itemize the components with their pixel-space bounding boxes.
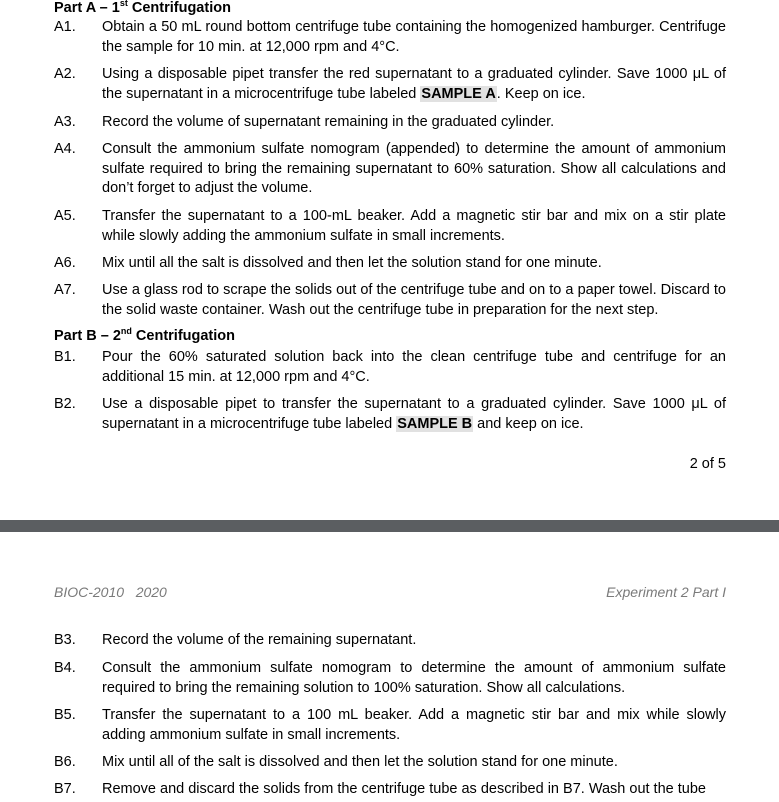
course-header: BIOC-2010 2020 [54, 584, 167, 600]
step-text: Record the volume of the remaining supernatant. [102, 632, 417, 648]
step-text: Using a disposable pipet transfer the red supernatant to a graduated cylinder. Save 1000 μL of the supernatant in a microcentrifuge tube labeled SAMPLE A. Keep on ice. [102, 66, 726, 102]
step-text: Consult the ammonium sulfate nomogram to determine the amount of ammonium sulfate required to bring the remaining solution to 100% saturation. Show all calculations. [102, 660, 726, 696]
step-a5 [54, 207, 726, 246]
step-number: A4. [54, 141, 76, 157]
step-text: Consult the ammonium sulfate nomogram (appended) to determine the amount of ammonium sulfate required to bring the remaining supernatant to 60% saturation. Show all calculations and don’t forget to adjust the volume. [102, 141, 726, 196]
step-number: B5. [54, 707, 76, 723]
step-text: Pour the 60% saturated solution back into the clean centrifuge tube and centrifuge for an additional 15 min. at 12,000 rpm and 4°C. [102, 349, 726, 385]
step-b3 [54, 631, 726, 651]
sample-a-label: SAMPLE A [421, 85, 496, 102]
step-text: Record the volume of supernatant remaining in the graduated cylinder. [102, 114, 555, 130]
step-b6 [54, 753, 726, 773]
step-text: Mix until all the salt is dissolved and then let the solution stand for one minute. [102, 255, 602, 271]
step-b1 [54, 348, 726, 387]
step-number: B1. [54, 349, 76, 365]
step-number: A2. [54, 66, 76, 82]
step-a2 [54, 65, 726, 104]
step-number: B7. [54, 781, 76, 797]
step-a1 [54, 18, 726, 57]
step-a3 [54, 113, 726, 133]
step-a6 [54, 254, 726, 274]
step-number: B3. [54, 632, 76, 648]
step-text: Use a disposable pipet to transfer the supernatant to a graduated cylinder. Save 1000 μL of supernatant in a microcentrifuge tube labeled SAMPLE B and keep on ice. [102, 396, 726, 432]
step-number: B2. [54, 396, 76, 412]
step-number: A6. [54, 255, 76, 271]
step-b2 [54, 395, 726, 434]
step-number: A5. [54, 208, 76, 224]
sample-b-label: SAMPLE B [397, 415, 473, 432]
experiment-header: Experiment 2 Part I [606, 584, 726, 600]
step-number: B4. [54, 660, 76, 676]
step-b4 [54, 659, 726, 698]
step-number: B6. [54, 754, 76, 770]
step-text: Obtain a 50 mL round bottom centrifuge tube containing the homogenized hamburger. Centrifuge the sample for 10 min. at 12,000 rpm and 4°C. [102, 19, 726, 55]
part-a-heading: Part A – 1st Centrifugation [54, 0, 231, 16]
page-separator [0, 520, 779, 532]
step-text: Use a glass rod to scrape the solids out of the centrifuge tube and on to a paper towel. Discard to the solid waste container. Wash out the centrifuge tube in preparation for the next step. [102, 282, 726, 318]
step-a7 [54, 281, 726, 320]
step-text: Remove and discard the solids from the centrifuge tube as described in B7. Wash out the tube [102, 781, 706, 797]
step-number: A1. [54, 19, 76, 35]
step-number: A7. [54, 282, 76, 298]
part-b-heading: Part B – 2nd Centrifugation [54, 326, 236, 344]
step-text: Transfer the supernatant to a 100 mL beaker. Add a magnetic stir bar and mix while slowly adding ammonium sulfate in small increments. [102, 707, 726, 743]
step-b7 [54, 780, 726, 800]
page-number: 2 of 5 [689, 456, 726, 472]
step-text: Transfer the supernatant to a 100-mL beaker. Add a magnetic stir bar and mix on a stir plate while slowly adding the ammonium sulfate in small increments. [102, 208, 726, 244]
step-b5 [54, 706, 726, 745]
step-a4 [54, 140, 726, 199]
step-number: A3. [54, 114, 76, 130]
step-text: Mix until all of the salt is dissolved and then let the solution stand for one minute. [102, 754, 618, 770]
